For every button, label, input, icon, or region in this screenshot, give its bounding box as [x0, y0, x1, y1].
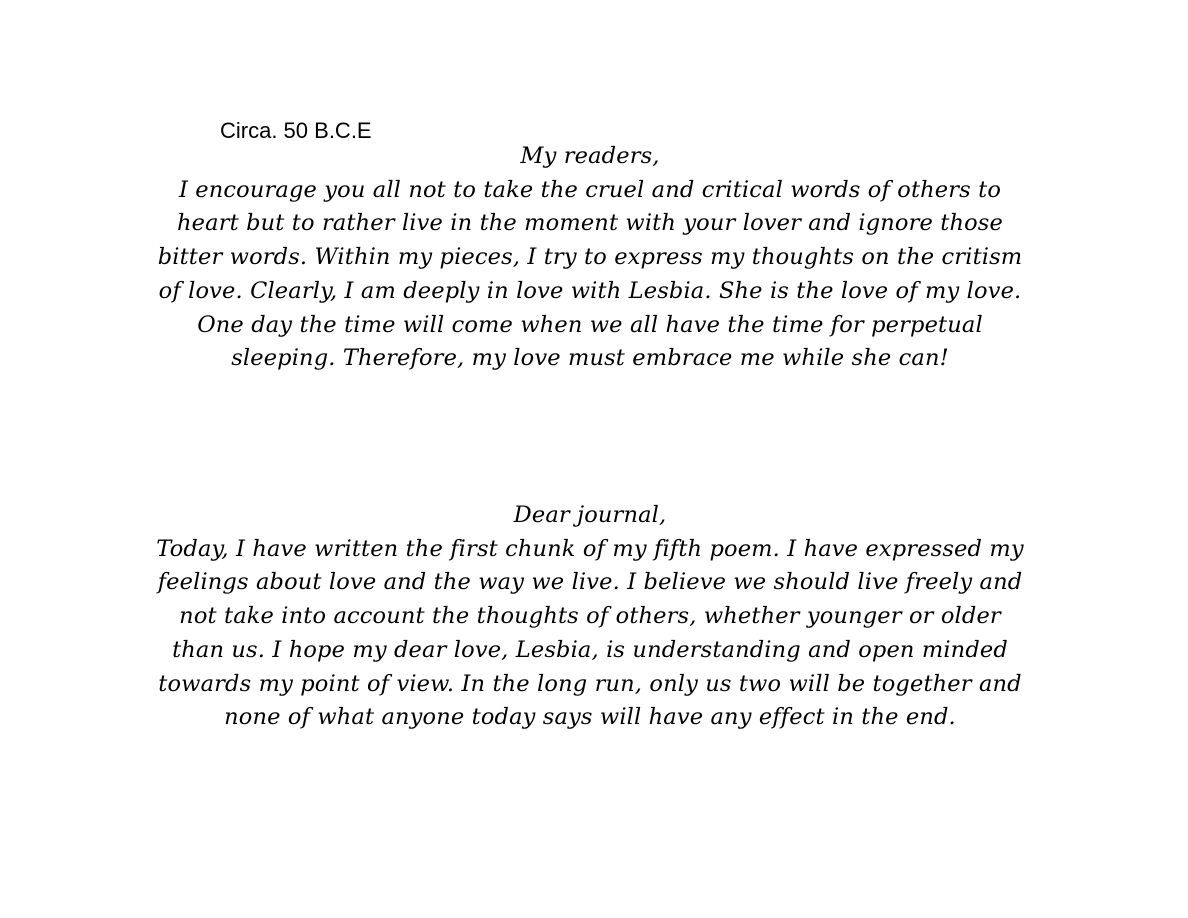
journal-entry — [40, 499, 1140, 735]
letter-line: heart but to rather live in the moment with your lover and ignore those — [177, 210, 1003, 237]
journal-line: towards my point of view. In the long run, only us two will be together and — [158, 670, 1022, 697]
letter-line: bitter words. Within my pieces, I try to express my thoughts on the critism — [157, 244, 1023, 271]
journal-line: none of what anyone today says will have any effect in the end. — [224, 704, 956, 731]
journal-line: than us. I hope my dear love, Lesbia, is understanding and open minded — [172, 636, 1008, 663]
journal-line: feelings about love and the way we live. I believe we should live freely and — [157, 569, 1023, 596]
letter-line: of love. Clearly, I am deeply in love with Lesbia. She is the love of my love. — [158, 277, 1022, 304]
letter-line: I encourage you all not to take the cruel and critical words of others to — [178, 176, 1002, 203]
date-label: Circa. 50 B.C.E — [220, 118, 372, 143]
letter-line: One day the time will come when we all have the time for perpetual — [197, 311, 983, 338]
journal-salutation: Dear journal, — [513, 502, 667, 528]
letter-line: sleeping. Therefore, my love must embrace me while she can! — [231, 345, 949, 372]
journal-line: not take into account the thoughts of others, whether younger or older — [179, 603, 1001, 630]
journal-line: Today, I have written the first chunk of my fifth poem. I have expressed my — [156, 535, 1024, 562]
letter-to-readers — [40, 140, 1140, 376]
letter-salutation: My readers, — [520, 143, 660, 169]
